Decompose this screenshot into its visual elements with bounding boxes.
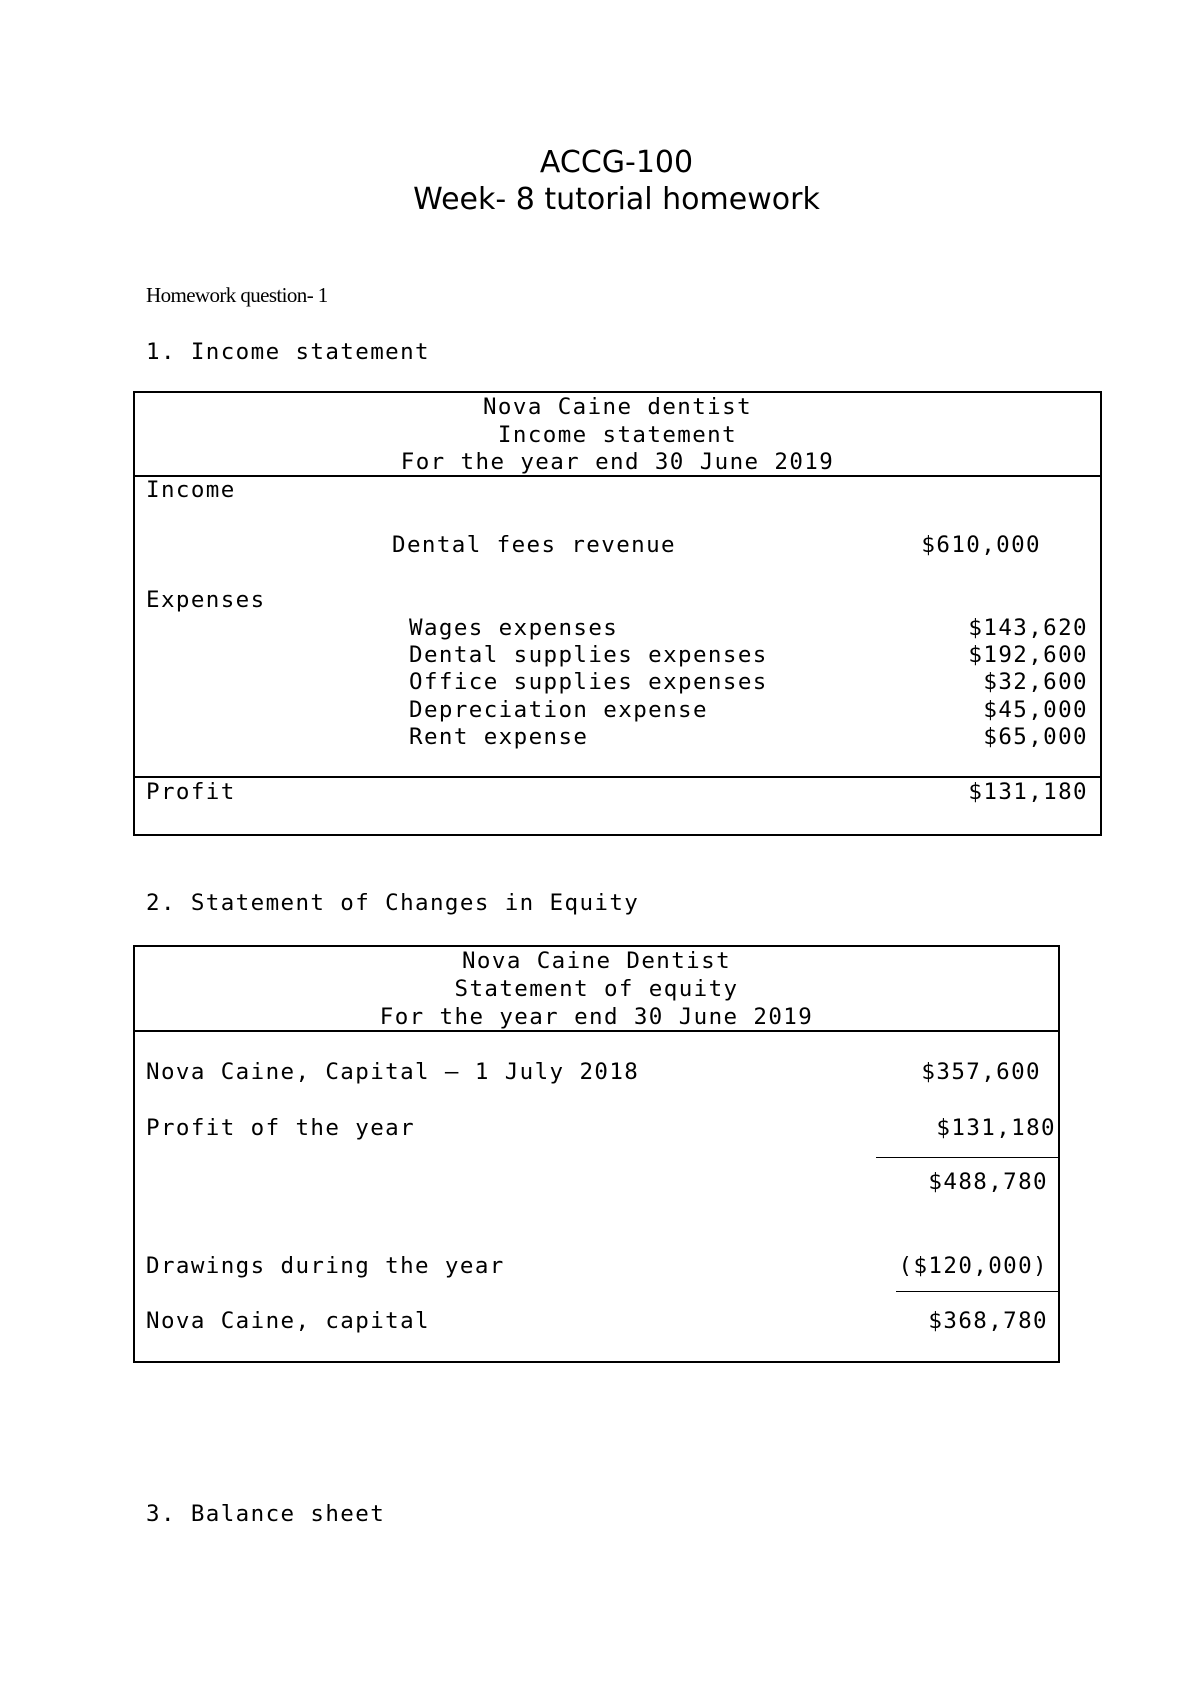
profit-of-year-amount: $131,180 <box>936 1115 1056 1141</box>
drawings-amount: ($120,000) <box>898 1253 1048 1279</box>
expense-amount-rent: $65,000 <box>983 724 1088 750</box>
closing-capital-amount: $368,780 <box>928 1308 1048 1334</box>
revenue-label: Dental fees revenue <box>392 532 676 558</box>
closing-rule <box>896 1291 1060 1292</box>
course-title: ACCG-100 <box>539 145 694 180</box>
income-statement-entity: Nova Caine dentist <box>482 394 753 420</box>
opening-capital-label: Nova Caine, Capital – 1 July 2018 <box>146 1059 640 1085</box>
subtotal-rule <box>876 1157 1060 1158</box>
expense-label-office-supplies: Office supplies expenses <box>409 669 768 695</box>
opening-capital-amount: $357,600 <box>921 1059 1041 1085</box>
revenue-amount: $610,000 <box>921 532 1041 558</box>
profit-amount: $131,180 <box>968 779 1088 805</box>
income-header-divider <box>133 475 1102 477</box>
question-heading: Homework question- 1 <box>146 283 328 307</box>
income-statement-title: Income statement <box>497 422 738 448</box>
equity-statement-heading: 2. Statement of Changes in Equity <box>146 890 640 916</box>
profit-label: Profit <box>146 779 236 805</box>
equity-statement-title: Statement of equity <box>454 976 739 1002</box>
document-subtitle: Week- 8 tutorial homework <box>413 182 820 217</box>
profit-of-year-label: Profit of the year <box>146 1115 416 1141</box>
equity-header-divider <box>133 1030 1060 1032</box>
drawings-label: Drawings during the year <box>146 1253 505 1279</box>
expense-amount-wages: $143,620 <box>968 615 1088 641</box>
closing-capital-label: Nova Caine, capital <box>146 1308 430 1334</box>
expense-amount-office-supplies: $32,600 <box>983 669 1088 695</box>
income-statement-period: For the year end 30 June 2019 <box>400 449 835 475</box>
equity-statement-period: For the year end 30 June 2019 <box>379 1004 814 1030</box>
expense-label-wages: Wages expenses <box>409 615 619 641</box>
expense-amount-depreciation: $45,000 <box>983 697 1088 723</box>
expense-amount-dental-supplies: $192,600 <box>968 642 1088 668</box>
expense-label-dental-supplies: Dental supplies expenses <box>409 642 768 668</box>
income-label: Income <box>146 477 236 503</box>
expenses-label: Expenses <box>146 587 266 613</box>
subtotal-amount: $488,780 <box>928 1169 1048 1195</box>
balance-sheet-heading: 3. Balance sheet <box>146 1501 386 1527</box>
income-statement-heading: 1. Income statement <box>146 339 430 365</box>
expense-label-rent: Rent expense <box>409 724 589 750</box>
expense-label-depreciation: Depreciation expense <box>409 697 708 723</box>
equity-statement-entity: Nova Caine Dentist <box>461 948 732 974</box>
